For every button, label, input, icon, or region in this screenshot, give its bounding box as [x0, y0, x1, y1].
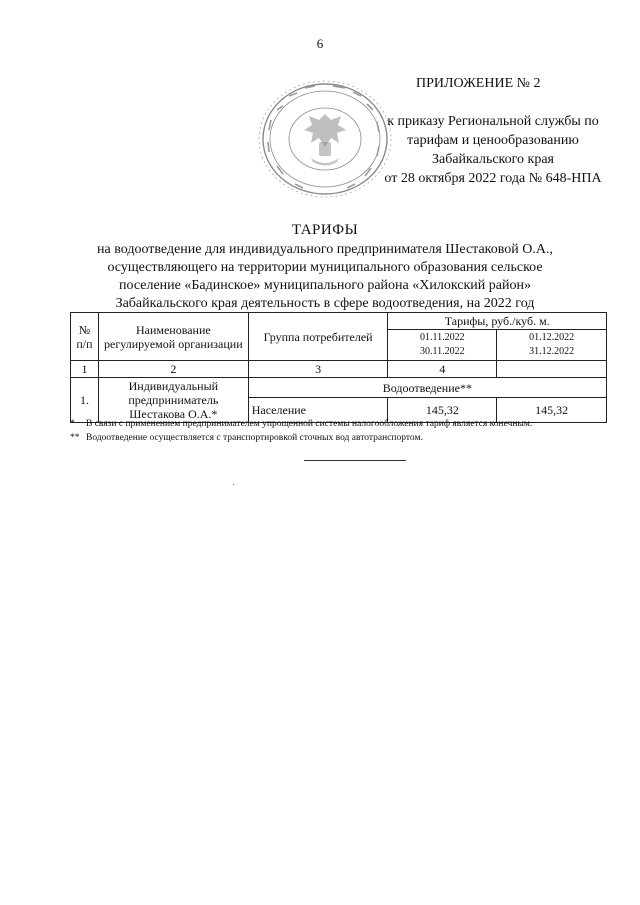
document-title: ТАРИФЫ	[291, 222, 359, 238]
period-2-from: 01.12.2022	[529, 332, 575, 343]
subtitle-line: поселение «Бадинское» муниципального района «Хилокский район»	[119, 278, 531, 293]
header-organization: Наименование регулируемой организации	[98, 313, 248, 361]
tariffs-table	[70, 312, 607, 423]
row-tariff-period-2: 145,32	[497, 398, 607, 423]
index-cell: 4	[388, 361, 497, 378]
index-cell: 2	[98, 361, 248, 378]
row-number: 1.	[71, 378, 99, 423]
subtitle-line: Забайкальского края деятельность в сфере водоотведения, на 2022 год	[115, 296, 535, 311]
footnote-text: В связи с применением предпринимателем упрощенной системы налогообложения тариф является конечным.	[86, 419, 533, 429]
header-number: № п/п	[71, 313, 99, 361]
document-subtitle	[60, 241, 590, 313]
period-1-from: 01.11.2022	[420, 332, 465, 343]
index-cell	[497, 361, 607, 378]
period-2-to: 31.12.2022	[529, 346, 575, 357]
index-cell: 1	[71, 361, 99, 378]
footnote-mark: *	[70, 419, 75, 429]
order-reference	[378, 112, 608, 188]
footnote	[70, 431, 610, 445]
subtitle-line: на водоотведение для индивидуального предпринимателя Шестаковой О.А.,	[97, 242, 553, 257]
page-number: 6	[316, 36, 324, 51]
index-cell: 3	[248, 361, 388, 378]
order-line: к приказу Региональной службы по	[387, 114, 599, 129]
header-consumer-group: Группа потребителей	[248, 313, 388, 361]
header-period-1	[388, 330, 497, 361]
footnote	[70, 417, 610, 431]
footnote-text: Водоотведение осуществляется с транспортировкой сточных вод автотранспортом.	[86, 433, 423, 443]
table-index-row	[71, 361, 607, 378]
order-line: Забайкальского края	[431, 152, 554, 167]
order-line: от 28 октября 2022 года № 648-НПА	[384, 171, 602, 186]
footnotes	[70, 417, 610, 445]
header-period-2	[497, 330, 607, 361]
end-divider	[304, 460, 406, 461]
table-header-row	[71, 313, 607, 330]
header-tariffs: Тарифы, руб./куб. м.	[388, 313, 607, 330]
scan-speck	[233, 484, 234, 485]
appendix-label: ПРИЛОЖЕНИЕ № 2	[416, 76, 541, 91]
period-1-to: 30.11.2022	[420, 346, 465, 357]
footnote-mark: **	[70, 433, 80, 443]
official-seal-icon	[255, 80, 395, 198]
row-organization: Индивидуальный предприниматель Шестакова О.А.*	[98, 378, 248, 423]
row-service: Водоотведение**	[248, 378, 606, 398]
order-line: тарифам и ценообразованию	[407, 133, 579, 148]
row-consumer-group: Население	[248, 398, 388, 423]
document-title-block	[60, 222, 590, 313]
row-tariff-period-1: 145,32	[388, 398, 497, 423]
subtitle-line: осуществляющего на территории муниципального образования сельское	[107, 260, 543, 275]
table-row	[71, 378, 607, 398]
